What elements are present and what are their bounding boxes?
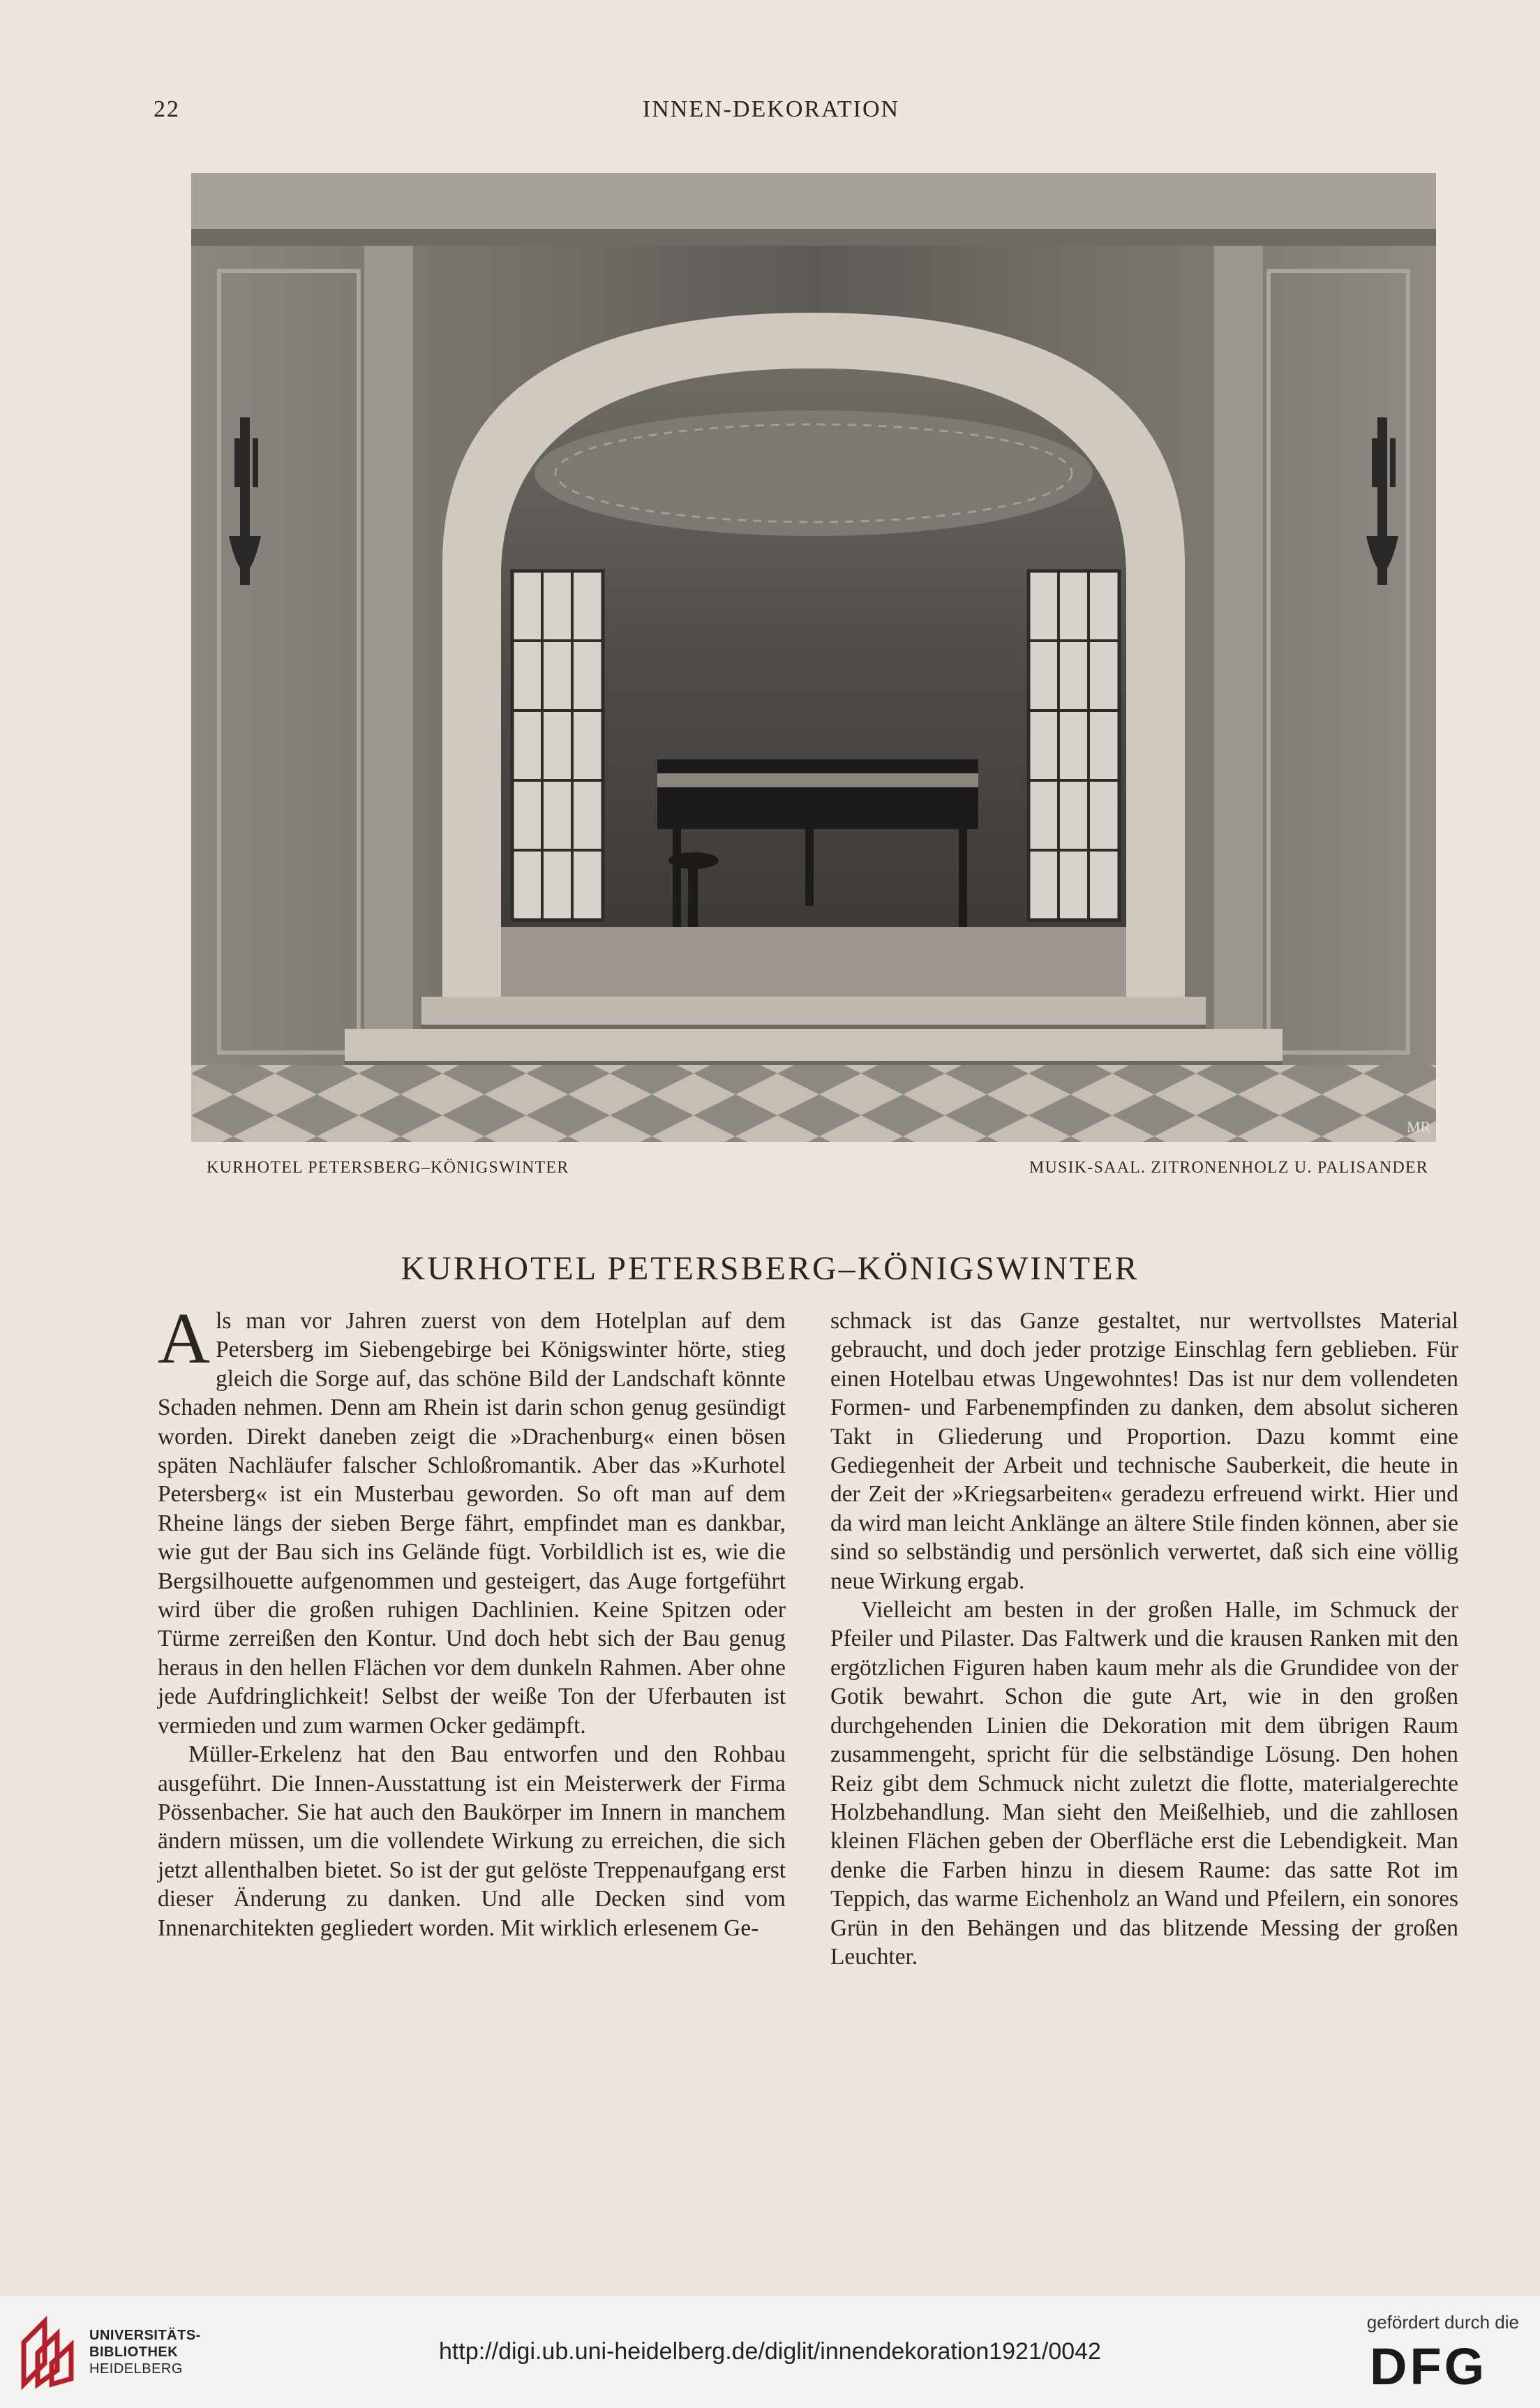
article-column-right <box>830 1307 1458 1971</box>
article-column-left <box>158 1298 786 1942</box>
article-title: KURHOTEL PETERSBERG–KÖNIGSWINTER <box>401 1250 1139 1287</box>
source-url-link[interactable]: http://digi.ub.uni-heidelberg.de/diglit/innendekoration1921/0042 <box>439 2338 1101 2365</box>
journal-title: INNEN-DEKORATION <box>642 96 900 122</box>
music-hall-photograph <box>191 173 1436 1142</box>
page-number: 22 <box>154 96 180 122</box>
library-name-line: UNIVERSITÄTS- <box>89 2328 201 2343</box>
paragraph: Vielleicht am besten in der großen Halle, im Schmuck der Pfeiler und Pilaster. Das Faltwerk und die krausen Ranken mit den ergötzlichen Figuren haben kaum mehr als die Grundidee von der Gotik bewahrt. Schon die gute Art, wie in den großen durchgehenden Linien die Dekoration mit dem übrigen Raum zusammengeht, spricht für die selbständige Lösung. Den hohen Reiz gibt dem Schmuck nicht zuletzt die flotte, materialgerechte Holzbehandlung. Man sieht den Meißelhieb, und die zahllosen kleinen Flächen geben der Oberfläche erst die Lebendigkeit. Man denke die Farben hinzu in diesem Raume: das satte Rot im Teppich, das warme Eichenholz an Wand und Pfeilern, ein sonores Grün in den Behängen und das blitzende Messing der großen Leuchter. <box>830 1597 1458 1970</box>
paragraph: Müller-Erkelenz hat den Bau entworfen und den Rohbau ausgeführt. Die Innen-Ausstattung ist ein Meisterwerk der Firma Pössenbacher. Sie hat auch den Baukörper im Innern in manchem ändern müssen, um die vollendete Wirkung zu erreichen, die sich jetzt allenthalben bietet. So ist der gut gelöste Treppenaufgang erst dieser Änderung zu danken. Und alle Decken sind vom Innenarchitekten gegliedert worden. Mit wirklich erlesenem Ge- <box>158 1741 786 1941</box>
photo-caption-right: MUSIK-SAAL. ZITRONENHOLZ U. PALISANDER <box>1029 1159 1428 1177</box>
paragraph <box>158 1298 786 1740</box>
dfg-logo-text: DFG <box>1370 2341 1488 2390</box>
drop-cap: A <box>158 1298 211 1378</box>
paragraph-text: ls man vor Jahren zuerst von dem Hotelplan auf dem Petersberg im Siebengebirge bei Königswinter hörte, stieg gleich die Sorge auf, das schöne Bild der Landschaft könnte Schaden nehmen. Denn am Rhein ist darin schon genug gesündigt worden. Direkt daneben zeigt die »Drachenburg« einen bösen späten Nachläufer falscher Schloßromantik. Aber das »Kurhotel Petersberg« ist ein Musterbau geworden. So oft man auf dem Rheine längs der sieben Berge fährt, empfindet man es dankbar, wie gut der Bau sich ins Gelände fügt. Vorbildlich ist es, wie die Bergsilhouette aufgenommen und gesteigert, das Auge fortgeführt wird über die großen ruhigen Dachlinien. Keine Spitzen oder Türme zerreißen den Kontur. Und doch hebt sich der Bau genug heraus in den hellen Flächen vor dem dunkeln Rahmen. Aber ohne jede Aufdringlichkeit! Selbst der weiße Ton der Uferbauten ist vermieden und zum warmen Ocker gedämpft. <box>158 1308 786 1739</box>
library-name-line: HEIDELBERG <box>89 2361 183 2377</box>
photo-monogram: MR <box>1407 1118 1431 1136</box>
library-name-line: BIBLIOTHEK <box>89 2344 179 2360</box>
dfg-logo <box>1370 2341 1516 2390</box>
funding-note: gefördert durch die <box>1366 2312 1519 2333</box>
digitization-footer <box>0 2296 1540 2408</box>
running-head <box>154 96 1389 131</box>
paragraph: schmack ist das Ganze gestaltet, nur wertvollstes Material gebraucht, und doch jeder protzige Einschlag fern geblieben. Für einen Hotelbau etwas Ungewohntes! Das ist nur dem vollendeten Formen- und Farbenempfinden zu danken, dem absolut sicheren Takt in Gliederung und Proportion. Dazu kommt eine Gediegenheit der Arbeit und technische Sauberkeit, die heute in der Zeit der »Kriegsarbeiten« geradezu erfreuend wirkt. Hier und da wird man leicht Anklänge an ältere Stile finden können, aber sie sind so selbständig und persönlich verwertet, daß sich eine völlig neue Wirkung ergab. <box>830 1308 1458 1594</box>
photo-caption-left: KURHOTEL PETERSBERG–KÖNIGSWINTER <box>207 1159 569 1177</box>
